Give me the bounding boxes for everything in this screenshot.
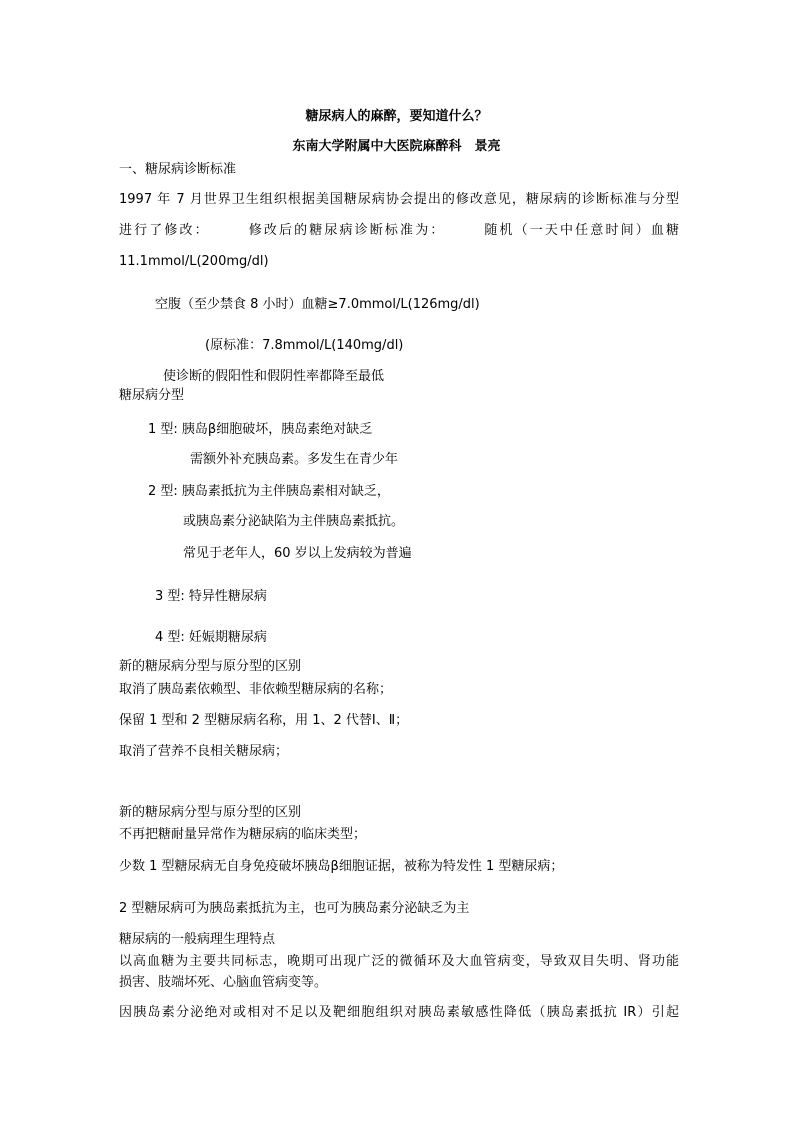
list-item: 4 型: 妊娠期糖尿病 — [155, 630, 267, 645]
paragraph-line: (原标准：7.8mmol/L(140mg/dl) — [205, 338, 404, 353]
paragraph-line: 2 型糖尿病可为胰岛素抵抗为主，也可为胰岛素分泌缺乏为主 — [119, 901, 470, 916]
paragraph-line: 进行了修改： 修改后的糖尿病诊断标准为： 随机（一天中任意时间）血糖 — [119, 223, 679, 238]
list-item: 2 型: 胰岛素抵抗为主伴胰岛素相对缺乏， — [148, 484, 390, 499]
paragraph-line: 空腹（至少禁食 8 小时）血糖≥7.0mmol/L(126mg/dl) — [155, 297, 480, 312]
section-heading: 一、糖尿病诊断标准 — [119, 162, 237, 177]
paragraph-line: 使诊断的假阳性和假阴性率都降至最低 — [163, 369, 385, 384]
paragraph-line: 不再把糖耐量异常作为糖尿病的临床类型； — [119, 827, 367, 842]
paragraph-line: 因胰岛素分泌绝对或相对不足以及靶细胞组织对胰岛素敏感性降低（胰岛素抵抗 IR）引起 — [119, 1005, 679, 1020]
paragraph-line: 以高血糖为主要共同标志，晚期可出现广泛的微循环及大血管病变，导致双目失明、肾功能 — [119, 954, 679, 969]
paragraph-line: 11.1mmol/L(200mg/dl) — [119, 254, 269, 269]
list-item-detail: 常见于老年人，60 岁以上发病较为普遍 — [183, 546, 412, 561]
paragraph-line: 取消了胰岛素依赖型、非依赖型糖尿病的名称； — [119, 682, 393, 697]
list-item-detail: 或胰岛素分泌缺陷为主伴胰岛素抵抗。 — [183, 514, 405, 529]
paragraph-line: 少数 1 型糖尿病无自身免疫破坏胰岛β细胞证据，被称为特发性 1 型糖尿病； — [119, 859, 564, 874]
paragraph-line: 损害、肢端坏死、心脑血管病变等。 — [119, 975, 328, 990]
paragraph-line: 1997 年 7 月世界卫生组织根据美国糖尿病协会提出的修改意见，糖尿病的诊断标准与分型 — [119, 192, 679, 207]
document-subtitle: 东南大学附属中大医院麻醉科 景亮 — [292, 139, 501, 154]
section-heading: 糖尿病的一般病理生理特点 — [119, 932, 276, 947]
section-heading: 新的糖尿病分型与原分型的区别 — [119, 805, 302, 820]
section-heading: 新的糖尿病分型与原分型的区别 — [119, 659, 302, 674]
section-heading: 糖尿病分型 — [119, 388, 185, 403]
list-item-detail: 需额外补充胰岛素。多发生在青少年 — [190, 452, 399, 467]
list-item: 1 型: 胰岛β细胞破坏，胰岛素绝对缺乏 — [148, 422, 373, 437]
list-item: 3 型: 特异性糖尿病 — [155, 589, 267, 604]
document-title: 糖尿病人的麻醉，要知道什么？ — [305, 109, 488, 124]
paragraph-line: 取消了营养不良相关糖尿病； — [119, 744, 289, 759]
paragraph-line: 保留 1 型和 2 型糖尿病名称，用 1、2 代替Ⅰ、Ⅱ； — [119, 713, 409, 728]
